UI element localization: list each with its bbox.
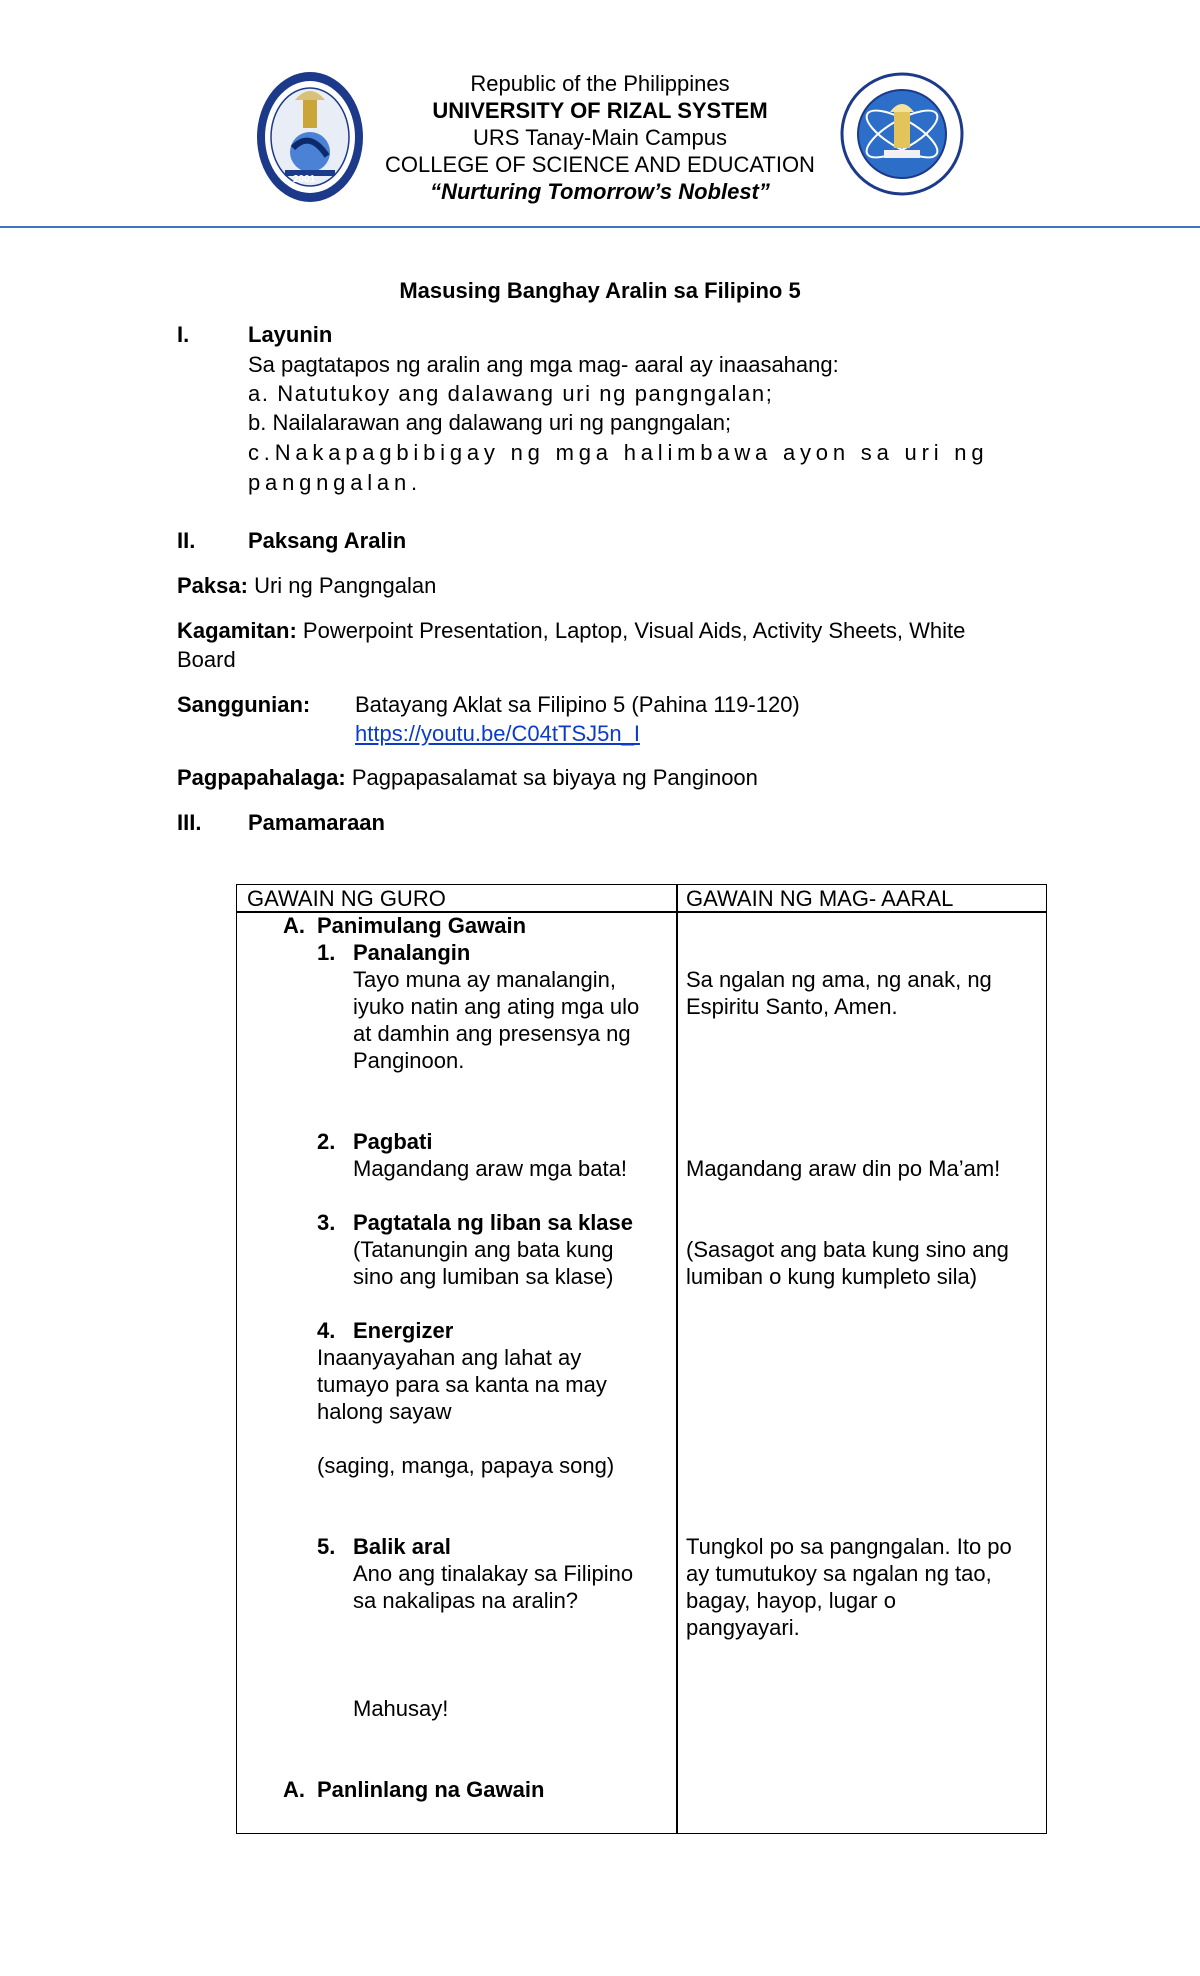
- kagamitan-value-continued: Board: [177, 647, 236, 672]
- section-3-heading: Pamamaraan: [248, 810, 385, 835]
- item-5-title: Balik aral: [353, 1534, 451, 1559]
- paksa-row: [177, 571, 436, 600]
- item-4-line-1: Inaanyayahan ang lahat ay: [317, 1345, 582, 1370]
- objective-c-continued: pangngalan.: [248, 470, 422, 495]
- table-column-divider: [676, 885, 678, 1833]
- header-divider: [0, 226, 1200, 228]
- item-2-response-1: Magandang araw din po Ma’am!: [686, 1156, 1001, 1181]
- letterhead-college: COLLEGE OF SCIENCE AND EDUCATION: [385, 152, 815, 177]
- item-3-response-1: (Sasagot ang bata kung sino ang: [686, 1237, 1009, 1262]
- sanggunian-value: Batayang Aklat sa Filipino 5 (Pahina 119-120): [355, 692, 800, 717]
- table-header-student: GAWAIN NG MAG- AARAL: [686, 886, 954, 911]
- part-b-title: Panlinlang na Gawain: [317, 1777, 545, 1802]
- letterhead: [350, 70, 850, 205]
- paksa-value: Uri ng Pangngalan: [247, 573, 437, 598]
- left-seal-year: 2001: [293, 174, 316, 185]
- item-1-line-3: at damhin ang presensya ng: [353, 1021, 631, 1046]
- item-4-line-3: halong sayaw: [317, 1399, 452, 1424]
- kagamitan-row: [177, 616, 965, 645]
- section-2-heading: Paksang Aralin: [248, 528, 407, 553]
- pagpapahalaga-label: Pagpapahalaga:: [177, 765, 346, 790]
- document-title: Masusing Banghay Aralin sa Filipino 5: [399, 278, 801, 303]
- item-5-line-2: sa nakalipas na aralin?: [353, 1588, 579, 1613]
- item-1-response-1: Sa ngalan ng ama, ng anak, ng: [686, 967, 992, 992]
- part-a-title: Panimulang Gawain: [317, 913, 527, 938]
- objective-c: c.Nakapagbibigay ng mga halimbawa ayon sa uri ng: [248, 440, 989, 465]
- objective-a: a. Natutukoy ang dalawang uri ng pangngalan;: [248, 381, 774, 406]
- part-a-label: A.: [283, 913, 305, 938]
- sanggunian-label: Sanggunian:: [177, 692, 311, 717]
- item-2-title: Pagbati: [353, 1129, 433, 1154]
- item-2-line-1: Magandang araw mga bata!: [353, 1156, 627, 1181]
- item-5-line-3: Mahusay!: [353, 1696, 449, 1721]
- kagamitan-label: Kagamitan:: [177, 618, 297, 643]
- item-3-title: Pagtatala ng liban sa klase: [353, 1210, 634, 1235]
- item-5-number: 5.: [317, 1534, 336, 1559]
- sanggunian-link[interactable]: https://youtu.be/C04tTSJ5n_I: [355, 721, 640, 746]
- item-1-line-1: Tayo muna ay manalangin,: [353, 967, 616, 992]
- objective-b: b. Nailalarawan ang dalawang uri ng pangngalan;: [248, 410, 732, 435]
- procedure-table: [236, 884, 1047, 1834]
- item-3-line-1: (Tatanungin ang bata kung: [353, 1237, 614, 1262]
- item-3-response-2: lumiban o kung kumpleto sila): [686, 1264, 978, 1289]
- item-5-line-1: Ano ang tinalakay sa Filipino: [353, 1561, 634, 1586]
- university-of-rizal-system-seal-icon: [255, 70, 365, 204]
- item-3-line-2: sino ang lumiban sa klase): [353, 1264, 614, 1289]
- pagpapahalaga-row: [177, 763, 758, 792]
- letterhead-campus: URS Tanay-Main Campus: [473, 125, 727, 150]
- item-1-number: 1.: [317, 940, 336, 965]
- item-4-title: Energizer: [353, 1318, 454, 1343]
- item-5-response-3: bagay, hayop, lugar o: [686, 1588, 896, 1613]
- section-1-number: I.: [177, 322, 190, 347]
- part-b-label: A.: [283, 1777, 305, 1802]
- pagpapahalaga-value: Pagpapasalamat sa biyaya ng Panginoon: [345, 765, 758, 790]
- item-1-title: Panalangin: [353, 940, 471, 965]
- item-3-number: 3.: [317, 1210, 336, 1235]
- item-1-line-4: Panginoon.: [353, 1048, 465, 1073]
- item-5-response-2: ay tumutukoy sa ngalan ng tao,: [686, 1561, 992, 1586]
- letterhead-line-1: Republic of the Philippines: [470, 71, 730, 96]
- letterhead-motto: “Nurturing Tomorrow’s Noblest”: [430, 179, 770, 204]
- section-3-number: III.: [177, 810, 202, 835]
- kagamitan-value: Powerpoint Presentation, Laptop, Visual Aids, Activity Sheets, White: [296, 618, 966, 643]
- item-4-line-2: tumayo para sa kanta na may: [317, 1372, 607, 1397]
- item-1-line-2: iyuko natin ang ating mga ulo: [353, 994, 640, 1019]
- objectives-intro: Sa pagtatapos ng aralin ang mga mag- aaral ay inaasahang:: [248, 352, 839, 377]
- section-2-number: II.: [177, 528, 196, 553]
- college-of-science-and-education-seal-icon: [840, 72, 964, 196]
- table-header-teacher: GAWAIN NG GURO: [247, 886, 446, 911]
- item-2-number: 2.: [317, 1129, 336, 1154]
- item-4-line-4: (saging, manga, papaya song): [317, 1453, 615, 1478]
- paksa-label: Paksa:: [177, 573, 248, 598]
- letterhead-university: UNIVERSITY OF RIZAL SYSTEM: [432, 98, 768, 123]
- item-1-response-2: Espiritu Santo, Amen.: [686, 994, 898, 1019]
- item-5-response-4: pangyayari.: [686, 1615, 800, 1640]
- item-5-response-1: Tungkol po sa pangngalan. Ito po: [686, 1534, 1012, 1559]
- item-4-number: 4.: [317, 1318, 336, 1343]
- section-1-heading: Layunin: [248, 322, 333, 347]
